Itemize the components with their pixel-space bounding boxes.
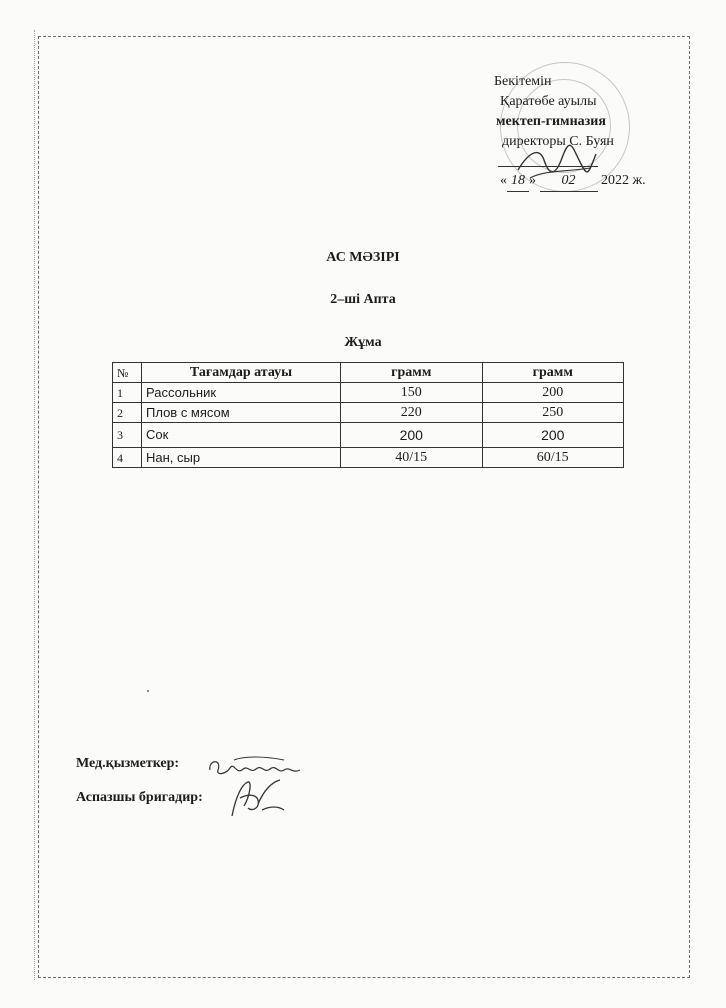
portion-gram-1: 40/15 [341,448,483,468]
header-dish-name: Тағамдар атауы [142,363,341,383]
approval-date: « 18 » 02 2022 ж. [494,171,684,192]
dish-name: Нан, сыр [142,448,341,468]
chef-signature-icon [222,776,292,820]
row-number: 3 [113,423,142,448]
document-title: АС МӘЗІРІ [326,250,400,265]
header-gram-1: грамм [341,363,483,383]
dish-name: Плов с мясом [142,403,341,423]
row-number: 1 [113,383,142,403]
portion-gram-1: 150 [341,383,483,403]
approval-date-month: 02 [540,171,598,192]
approval-line-approved: Бекітемін [494,74,552,89]
approval-date-year: 2022 ж. [601,173,646,188]
table-row [113,448,624,468]
week-label: 2–ші Апта [330,292,396,307]
approval-line-director: директоры С. Буян [502,134,614,149]
table-row [113,383,624,403]
portion-gram-2: 60/15 [482,448,624,468]
director-signature-icon [510,140,600,190]
approval-line-village: Қаратөбе ауылы [500,94,597,109]
med-worker-label: Мед.қызметкер: [76,756,180,771]
approval-line-school: мектеп-гимназия [496,114,606,129]
table-row [113,423,624,448]
table-header-row [113,363,624,383]
approval-date-day: 18 [507,171,529,192]
header-number: № [113,363,142,383]
dish-name: Сок [142,423,341,448]
portion-gram-2: 200 [482,423,624,448]
chef-brigadier-label: Аспазшы бригадир: [76,790,203,805]
menu-table [112,362,624,468]
row-number: 2 [113,403,142,423]
row-number: 4 [113,448,142,468]
portion-gram-1: 200 [341,423,483,448]
table-row [113,403,624,423]
dish-name: Рассольник [142,383,341,403]
portion-gram-2: 250 [482,403,624,423]
portion-gram-1: 220 [341,403,483,423]
header-gram-2: грамм [482,363,624,383]
day-label: Жұма [344,335,382,350]
portion-gram-2: 200 [482,383,624,403]
